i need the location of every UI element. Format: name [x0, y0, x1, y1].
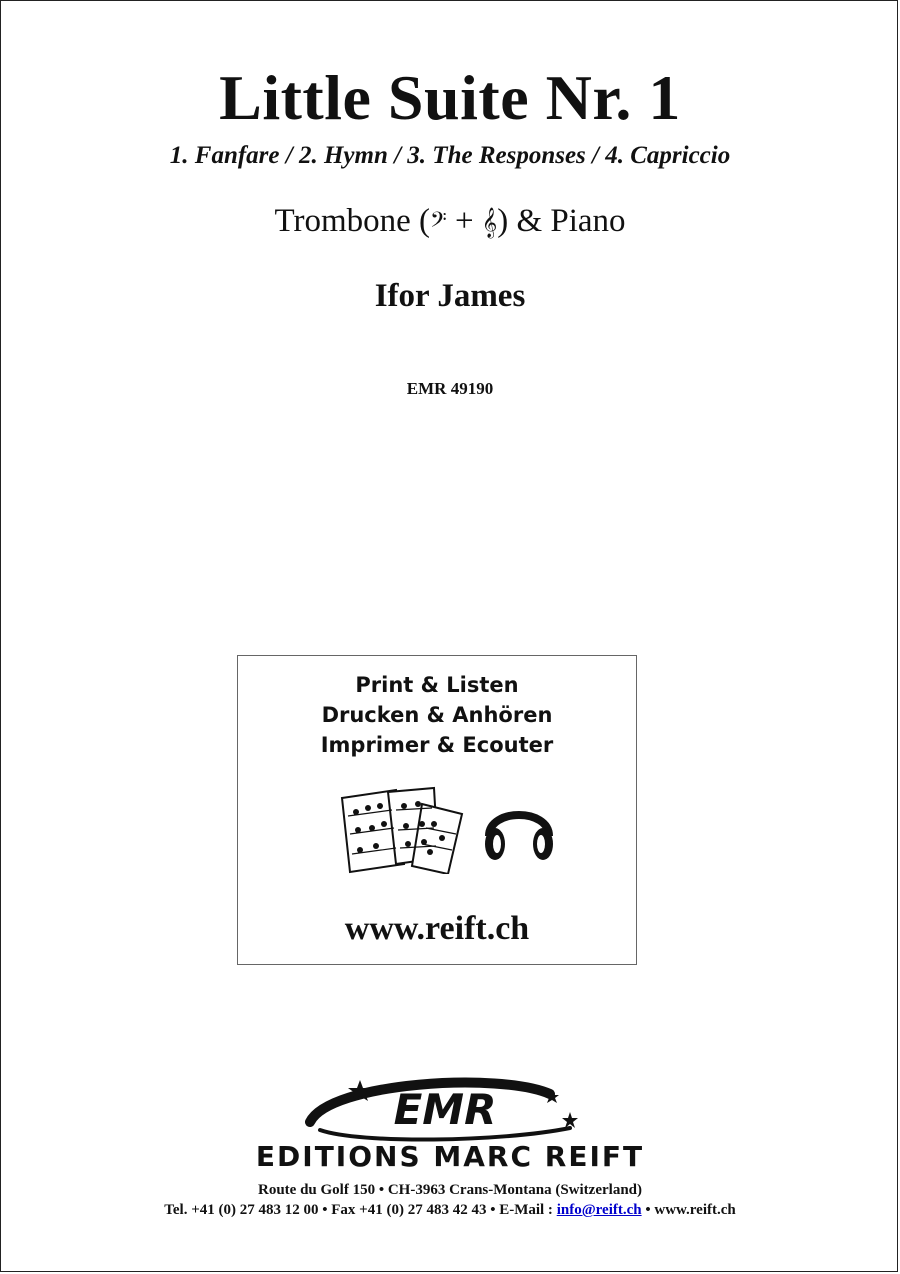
publisher-name: EDITIONS MARC REIFT	[255, 1140, 645, 1173]
promo-line-english: Print & Listen	[355, 673, 519, 697]
promo-line-german: Drucken & Anhören	[321, 703, 553, 727]
page-title: Little Suite Nr. 1	[219, 62, 681, 133]
email-link[interactable]: info@reift.ch	[556, 1202, 642, 1218]
catalog-number: EMR 49190	[406, 379, 494, 398]
promo-url-link[interactable]: www.reift.ch	[344, 910, 530, 947]
instrumentation-plus: +	[446, 203, 482, 239]
print-listen-box[interactable]	[237, 655, 637, 965]
sheet-music-icon	[338, 784, 470, 874]
contact-phone-fax: Tel. +41 (0) 27 483 12 00 • Fax +41 (0) 27 483 42 43 • E-Mail :	[164, 1202, 557, 1218]
publisher-address: Route du Golf 150 • CH-3963 Crans-Montana (Switzerland)	[258, 1182, 642, 1198]
headphones-icon	[481, 792, 557, 868]
treble-clef-icon: 𝄞	[481, 208, 498, 238]
emr-logo-text: EMR	[393, 1085, 497, 1134]
instrumentation-suffix: ) & Piano	[497, 203, 626, 239]
instrumentation	[0, 200, 900, 244]
promo-text	[238, 670, 636, 760]
contact-website[interactable]: • www.reift.ch	[641, 1202, 736, 1218]
publisher-contact	[0, 1200, 900, 1220]
composer-name: Ifor James	[374, 278, 526, 314]
bass-clef-icon: 𝄢	[430, 208, 447, 238]
instrumentation-prefix: Trombone (	[274, 203, 430, 239]
promo-line-french: Imprimer & Ecouter	[320, 733, 554, 757]
movements-list: 1. Fanfare / 2. Hymn / 3. The Responses / 4. Capriccio	[169, 142, 731, 169]
